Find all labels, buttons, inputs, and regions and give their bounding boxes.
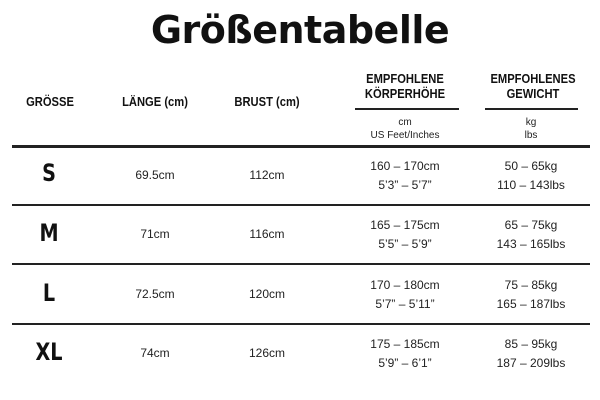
row-divider: [12, 323, 590, 325]
header-height-line2: KÖRPERHÖHE: [364, 86, 446, 101]
weight-value: [476, 216, 586, 254]
chest-value: 120cm: [248, 287, 286, 301]
header-weight-line2: GEWICHT: [506, 86, 560, 101]
height-ft: 5’9” – 6’1”: [378, 356, 432, 370]
length-value: 69.5cm: [135, 168, 175, 182]
header-weight: [486, 71, 581, 101]
height-cm: 170 – 180cm: [370, 278, 440, 292]
weight-lbs: 110 – 143lbs: [497, 178, 565, 192]
header-size: GRÖSSE: [26, 94, 74, 109]
header-weight-underline: [485, 108, 578, 110]
height-cm: 175 – 185cm: [370, 337, 440, 351]
height-unit-ft: US Feet/Inches: [370, 130, 440, 141]
weight-lbs: 165 – 187lbs: [496, 297, 566, 311]
chest-value: 116cm: [249, 227, 285, 241]
weight-value: [476, 276, 586, 314]
weight-value: [476, 335, 586, 373]
height-ft: 5’5” – 5’9”: [378, 237, 432, 251]
header-height-line1: EMPFOHLENE: [366, 71, 444, 86]
row-divider: [12, 204, 590, 206]
size-label: XL: [35, 338, 63, 366]
weight-units: [476, 116, 586, 142]
height-value: [350, 335, 460, 373]
page-title: Größentabelle: [150, 8, 450, 52]
weight-kg: 75 – 85kg: [504, 278, 558, 292]
size-label: L: [42, 279, 56, 307]
height-value: [350, 276, 460, 314]
header-height-underline: [355, 108, 459, 110]
height-ft: 5’7” – 5’11”: [375, 297, 435, 311]
weight-value: [476, 157, 586, 195]
length-value: 72.5cm: [135, 287, 175, 301]
height-value: [350, 157, 460, 195]
height-ft: 5’3” – 5’7”: [378, 178, 432, 192]
size-label: S: [42, 159, 56, 187]
height-value: [350, 216, 460, 254]
weight-kg: 65 – 75kg: [504, 218, 558, 232]
height-unit-cm: cm: [398, 117, 412, 128]
header-chest: BRUST (cm): [234, 94, 300, 109]
height-cm: 160 – 170cm: [370, 159, 440, 173]
weight-kg: 85 – 95kg: [504, 337, 558, 351]
weight-unit-lbs: lbs: [524, 130, 538, 141]
header-height: [358, 71, 453, 101]
height-units: [350, 116, 460, 142]
weight-unit-kg: kg: [525, 117, 537, 128]
weight-lbs: 187 – 209lbs: [496, 356, 566, 370]
length-value: 71cm: [140, 227, 170, 241]
header-weight-line1: EMPFOHLENES: [490, 71, 576, 86]
size-label: M: [39, 219, 59, 247]
row-divider: [12, 263, 590, 265]
weight-kg: 50 – 65kg: [504, 159, 558, 173]
chest-value: 112cm: [249, 168, 285, 182]
height-cm: 165 – 175cm: [370, 218, 440, 232]
length-value: 74cm: [140, 346, 170, 360]
header-divider: [12, 145, 590, 148]
header-length: LÄNGE (cm): [122, 94, 188, 109]
weight-lbs: 143 – 165lbs: [496, 237, 566, 251]
chest-value: 126cm: [248, 346, 286, 360]
